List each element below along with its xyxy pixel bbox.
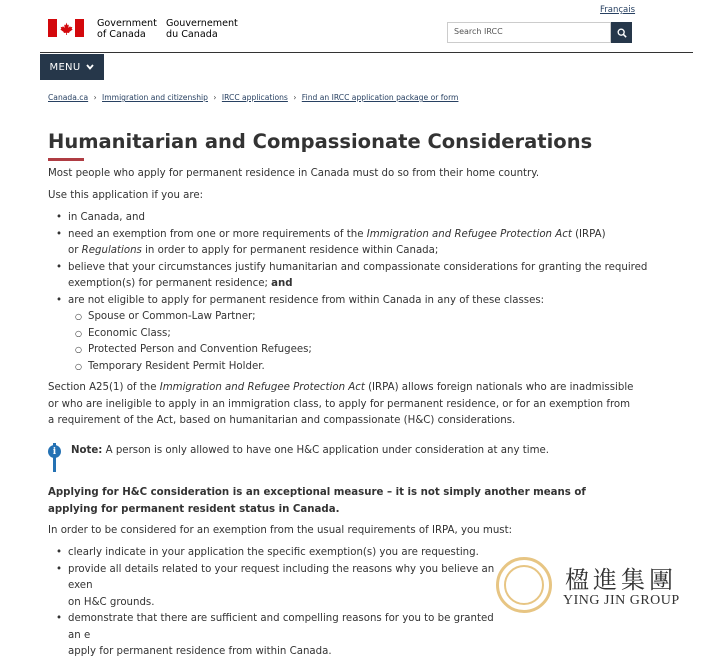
search-input[interactable]: Search IRCC <box>447 22 611 43</box>
section-a25-paragraph: Section A25(1) of the Immigration and Refugee Protection Act (IRPA) allows foreign nationals who are inadmissible or who are ineligible to apply in an immigration class, to apply for permanent residence, or for an exemption from a requirement of the Act, based on humanitarian and compassionate (H&C) considerations. <box>48 382 634 426</box>
list-item: • clearly indicate in your application the specific exemption(s) you are requesting. <box>68 545 508 562</box>
chevron-down-icon <box>86 64 94 70</box>
list-item: ○ Spouse or Common-Law Partner; <box>88 309 648 326</box>
watermark-chinese: 楹進集團 <box>565 566 677 594</box>
search-icon <box>617 28 627 38</box>
intro-paragraph: Most people who apply for permanent residence in Canada must do so from their home country. <box>48 168 540 179</box>
gov-fr-line2: du Canada <box>166 28 218 40</box>
info-icon: i <box>48 445 61 458</box>
language-toggle-link[interactable]: Français <box>600 5 636 15</box>
exceptional-measure-paragraph: Applying for H&C consideration is an exceptional measure – it is not simply another means of applying for permanent resident status in Canada. <box>48 487 586 515</box>
canada-flag-icon <box>48 19 84 37</box>
list-item: • believe that your circumstances justify humanitarian and compassionate considerations for granting the required exemption(s) for permanent residence; and <box>68 260 648 293</box>
list-item: ○ Protected Person and Convention Refugees; <box>88 342 648 359</box>
breadcrumb <box>48 93 458 102</box>
breadcrumb-ircc-applications[interactable]: IRCC applications <box>221 93 288 102</box>
list-item: • need an exemption from one or more requirements of the Immigration and Refugee Protection Act (IRPA) or Regulations in order to apply for permanent residence within Canada; <box>68 227 648 260</box>
list-item: ○ Economic Class; <box>88 326 648 343</box>
breadcrumb-canada[interactable]: Canada.ca <box>48 93 89 102</box>
search-button[interactable] <box>611 22 632 43</box>
ying-jin-logo-icon <box>496 557 552 613</box>
watermark-english: YING JIN GROUP <box>563 593 680 608</box>
gov-en-line2: of Canada <box>97 28 146 40</box>
page-title: Humanitarian and Compassionate Considerations <box>48 130 593 153</box>
list-item: • provide all details related to your request including the reasons why you believe an exen on H&C grounds. <box>68 562 508 612</box>
title-underline <box>48 158 84 161</box>
note-callout: Note: A person is only allowed to have one H&C application under consideration at any time. <box>71 445 550 456</box>
breadcrumb-find-package[interactable]: Find an IRCC application package or form <box>301 93 459 102</box>
menu-label: MENU <box>49 61 81 73</box>
conditions-list <box>68 210 648 375</box>
breadcrumb-immigration[interactable]: Immigration and citizenship <box>102 93 208 102</box>
use-if-paragraph: Use this application if you are: <box>48 190 204 201</box>
menu-button[interactable] <box>40 54 104 80</box>
government-of-canada-wordmark[interactable] <box>97 19 157 40</box>
gov-fr-line1: Gouvernement <box>166 18 238 29</box>
chevron-right-icon: › <box>93 93 97 102</box>
chevron-right-icon: › <box>213 93 217 102</box>
header-divider <box>40 52 693 53</box>
classes-list <box>68 309 648 375</box>
list-item: • are not eligible to apply for permanent residence from within Canada in any of these classes: ○ Spouse or Common-Law Partner; ○ Economic Class; ○ Protected Person and Convention Refugees; ○ Temporary Resident Permit Holder. <box>68 293 648 376</box>
gouvernement-du-canada-wordmark[interactable] <box>166 19 238 40</box>
list-item: • in Canada, and <box>68 210 648 227</box>
list-item: • demonstrate that there are sufficient and compelling reasons for you to be granted an e apply for permanent residence from within Canada. <box>68 611 508 661</box>
gov-en-line1: Government <box>97 18 157 29</box>
chevron-right-icon: › <box>293 93 297 102</box>
list-item: ○ Temporary Resident Permit Holder. <box>88 359 648 376</box>
requirements-list <box>68 545 508 661</box>
must-intro-paragraph: In order to be considered for an exemption from the usual requirements of IRPA, you must: <box>48 525 513 536</box>
